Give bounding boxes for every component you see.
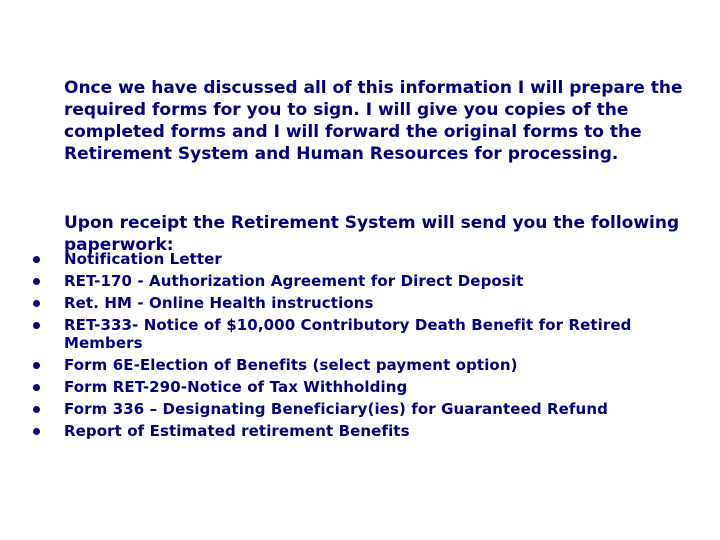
list-item-text: Form 6E-Election of Benefits (select payment option) (64, 356, 518, 374)
bullet-icon (33, 362, 40, 369)
list-item-text: RET-170 - Authorization Agreement for Direct Deposit (64, 272, 524, 290)
list-item (0, 316, 664, 352)
list-item (0, 400, 664, 418)
list-item-text: Form 336 – Designating Beneficiary(ies) for Guaranteed Refund (64, 400, 608, 418)
intro-paragraph: Once we have discussed all of this information I will prepare the required forms for you to sign. I will give you copies of the completed forms and I will forward the original forms to the Retirement System and Human Resources for processing. (64, 78, 683, 164)
receipt-paragraph: Upon receipt the Retirement System will send you the following paperwork: (64, 213, 680, 255)
list-item (0, 294, 664, 312)
list-item (0, 250, 664, 268)
list-item (0, 378, 664, 396)
bullet-icon (33, 384, 40, 391)
list-item-text: Report of Estimated retirement Benefits (64, 422, 410, 440)
list-item-text: RET-333- Notice of $10,000 Contributory Death Benefit for Retired Members (64, 316, 632, 352)
bullet-icon (33, 256, 40, 263)
list-item-text: Notification Letter (64, 250, 222, 268)
list-item-text: Form RET-290-Notice of Tax Withholding (64, 378, 408, 396)
list-item (0, 422, 664, 440)
paperwork-list (0, 250, 720, 444)
bullet-icon (33, 300, 40, 307)
bullet-icon (33, 406, 40, 413)
bullet-icon (33, 322, 40, 329)
bullet-icon (33, 428, 40, 435)
list-item-text: Ret. HM - Online Health instructions (64, 294, 374, 312)
bullet-icon (33, 278, 40, 285)
list-item (0, 356, 664, 374)
list-item (0, 272, 664, 290)
